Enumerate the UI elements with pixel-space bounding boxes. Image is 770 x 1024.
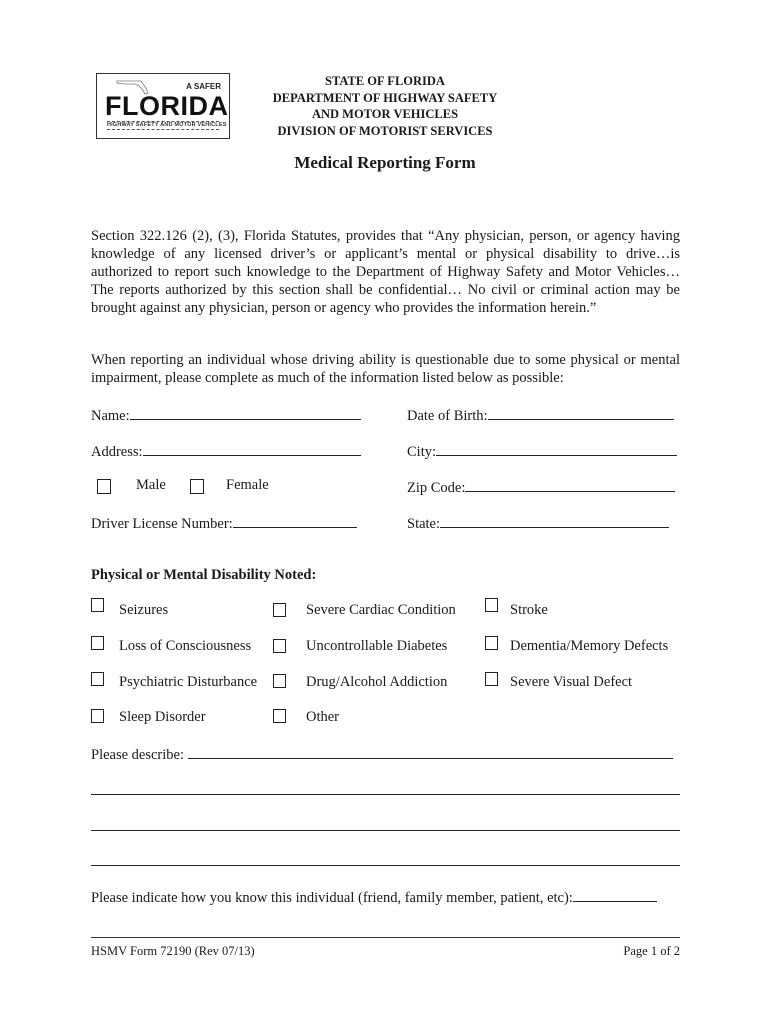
city-field-row [407, 441, 677, 461]
female-checkbox[interactable] [190, 479, 204, 494]
city-label: City: [407, 444, 437, 460]
describe-input-line[interactable] [188, 744, 673, 759]
cardiac-condition-checkbox[interactable] [273, 603, 286, 617]
address-field-row [91, 441, 361, 461]
other-label: Other [306, 709, 340, 725]
zip-field-row [407, 477, 675, 497]
name-input-line[interactable] [130, 405, 361, 420]
describe-row [91, 744, 673, 764]
disability-heading: Physical or Mental Disability Noted: [91, 567, 317, 583]
statute-paragraph: Section 322.126 (2), (3), Florida Statutes, provides that “Any physician, person, or agency having knowledge of any licensed driver’s or applicant’s mental or physical disability to drive…is authorized to report such knowledge to the Department of Highway Safety and Motor Vehicles… The reports authorized by this section shall be confidential… No civil or criminal action may be brought against any physician, person or agency who provides the information herein.” [91, 228, 680, 316]
loss-of-consciousness-checkbox[interactable] [91, 636, 104, 650]
dementia-checkbox[interactable] [485, 636, 498, 650]
agency-line: DEPARTMENT OF HIGHWAY SAFETY [272, 90, 498, 105]
other-checkbox[interactable] [273, 709, 286, 723]
logo-wordmark: FLORIDA [105, 91, 229, 121]
addiction-label: Drug/Alcohol Addiction [306, 674, 448, 690]
seizures-label: Seizures [119, 602, 169, 618]
form-number: HSMV Form 72190 (Rev 07/13) [91, 944, 255, 958]
form-title: Medical Reporting Form [294, 153, 476, 172]
footer-divider [91, 937, 680, 938]
dob-field-row [407, 405, 674, 425]
agency-line: STATE OF FLORIDA [325, 74, 445, 88]
address-input-line[interactable] [143, 441, 361, 456]
logo-divider [107, 129, 219, 130]
agency-line: AND MOTOR VEHICLES [311, 107, 459, 121]
stroke-checkbox[interactable] [485, 598, 498, 612]
license-field-row [91, 513, 357, 533]
visual-defect-checkbox[interactable] [485, 672, 498, 686]
female-label: Female [226, 477, 269, 493]
logo-tagline: A SAFER [186, 82, 221, 91]
logo-subtext: HIGHWAY SAFETY AND MOTOR VEHICLES [107, 122, 227, 128]
state-field-row [407, 513, 669, 533]
agency-header [250, 73, 520, 139]
psychiatric-disturbance-label: Psychiatric Disturbance [119, 674, 258, 690]
describe-input-line[interactable] [91, 865, 680, 866]
name-label: Name: [91, 408, 130, 424]
license-label: Driver License Number: [91, 516, 233, 532]
page-number: Page 1 of 2 [623, 944, 680, 958]
male-checkbox[interactable] [97, 479, 111, 494]
visual-defect-label: Severe Visual Defect [510, 674, 633, 690]
cardiac-condition-label: Severe Cardiac Condition [306, 602, 456, 618]
name-field-row [91, 405, 361, 425]
instructions-paragraph: When reporting an individual whose driving ability is questionable due to some physical or mental impairment, please complete as much of the information listed below as possible: [91, 352, 680, 386]
describe-label: Please describe: [91, 747, 185, 763]
zip-input-line[interactable] [465, 477, 675, 492]
agency-line: DIVISION OF MOTORIST SERVICES [277, 123, 493, 138]
relationship-label: Please indicate how you know this individual (friend, family member, patient, etc): [91, 890, 573, 906]
stroke-label: Stroke [510, 602, 548, 618]
addiction-checkbox[interactable] [273, 674, 286, 688]
seizures-checkbox[interactable] [91, 598, 104, 612]
sleep-disorder-checkbox[interactable] [91, 709, 104, 723]
dementia-label: Dementia/Memory Defects [510, 638, 669, 654]
dob-label: Date of Birth: [407, 408, 488, 424]
sleep-disorder-label: Sleep Disorder [119, 709, 206, 725]
state-input-line[interactable] [440, 513, 669, 528]
diabetes-checkbox[interactable] [273, 639, 286, 653]
loss-of-consciousness-label: Loss of Consciousness [119, 638, 252, 654]
state-label: State: [407, 516, 441, 532]
male-label: Male [136, 477, 166, 493]
zip-label: Zip Code: [407, 480, 466, 496]
florida-logo [96, 73, 230, 139]
psychiatric-disturbance-checkbox[interactable] [91, 672, 104, 686]
describe-input-line[interactable] [91, 794, 680, 795]
city-input-line[interactable] [436, 441, 677, 456]
address-label: Address: [91, 444, 143, 460]
relationship-row [91, 887, 657, 907]
license-input-line[interactable] [233, 513, 357, 528]
diabetes-label: Uncontrollable Diabetes [306, 638, 448, 654]
dob-input-line[interactable] [488, 405, 674, 420]
relationship-input-line[interactable] [573, 887, 657, 902]
describe-input-line[interactable] [91, 830, 680, 831]
